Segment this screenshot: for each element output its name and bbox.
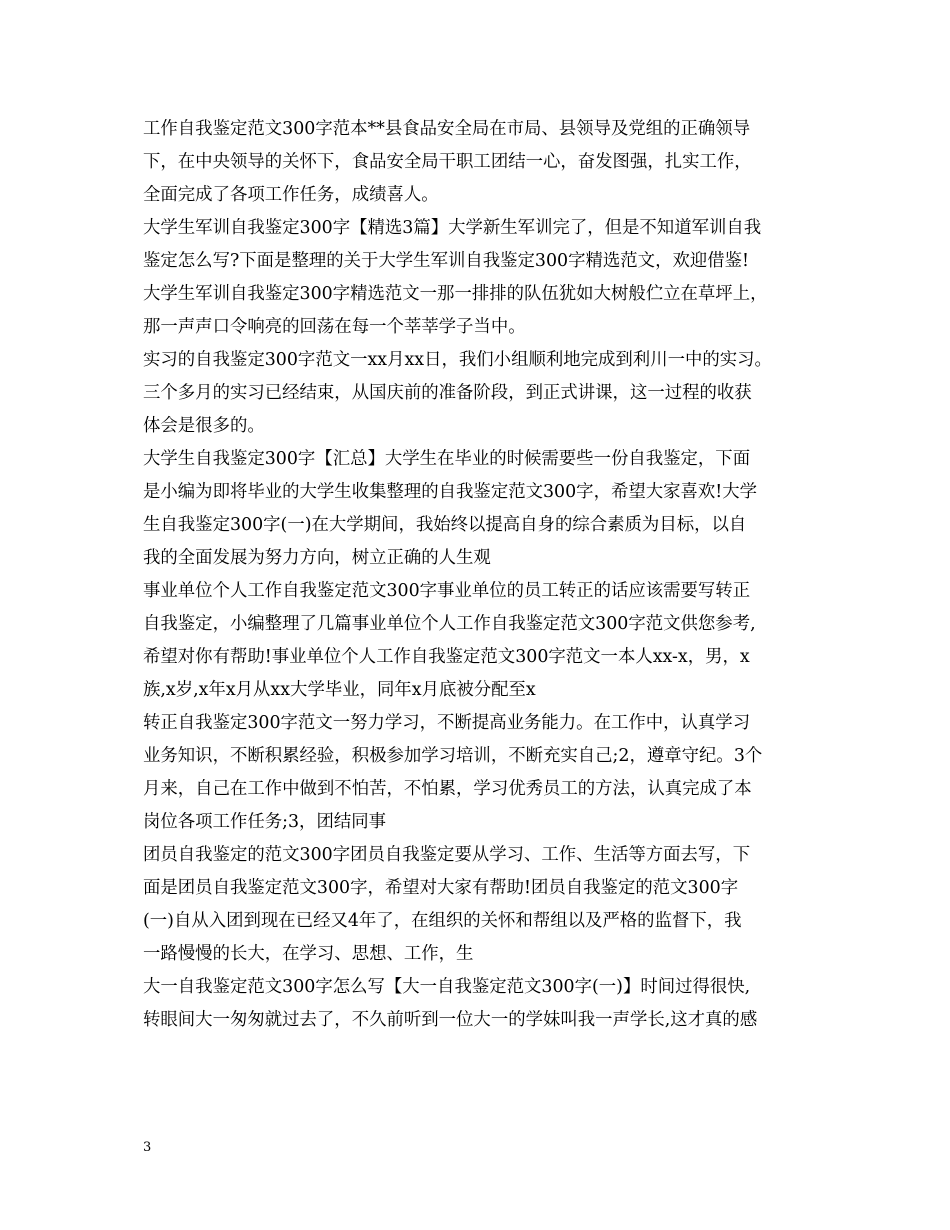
text-line: 事业单位个人工作自我鉴定范文300字事业单位的员工转正的话应该需要写转正	[143, 581, 751, 601]
document-body	[143, 113, 833, 1037]
text-line: 大一自我鉴定范文300字怎么写【大一自我鉴定范文300字(一)】时间过得很快,	[143, 977, 751, 997]
text-line: 我的全面发展为努力方向，树立正确的人生观	[143, 548, 491, 568]
text-line: 自我鉴定，小编整理了几篇事业单位个人工作自我鉴定范文300字范文供您参考,	[143, 614, 756, 634]
text-line: 希望对你有帮助!事业单位个人工作自我鉴定范文300字范文一本人xx-x，男，x	[143, 647, 750, 667]
page-number: 3	[143, 1140, 152, 1155]
text-line: 一路慢慢的长大，在学习、思想、工作，生	[143, 944, 474, 964]
text-line: (一)自从入团到现在已经又4年了，在组织的关怀和帮组以及严格的监督下，我	[143, 911, 742, 931]
text-line: 鉴定怎么写?下面是整理的关于大学生军训自我鉴定300字精选范文，欢迎借鉴!	[143, 251, 750, 271]
text-line: 面是团员自我鉴定范文300字，希望对大家有帮助!团员自我鉴定的范文300字	[143, 878, 739, 898]
text-line: 转眼间大一匆匆就过去了，不久前听到一位大一的学妹叫我一声学长,这才真的感	[143, 1010, 758, 1030]
text-line: 工作自我鉴定范文300字范本**县食品安全局在市局、县领导及党组的正确领导	[143, 119, 751, 139]
text-line: 团员自我鉴定的范文300字团员自我鉴定要从学习、工作、生活等方面去写，下	[143, 845, 751, 865]
text-line: 那一声声口令响亮的回荡在每一个莘莘学子当中。	[143, 317, 526, 337]
text-line: 大学生军训自我鉴定300字精选范文一那一排排的队伍犹如大树般伫立在草坪上，	[143, 284, 768, 304]
text-line: 岗位各项工作任务;3，团结同事	[143, 812, 387, 832]
text-line: 体会是很多的。	[143, 416, 265, 436]
text-line: 业务知识，不断积累经验，积极参加学习培训，不断充实自己;2，遵章守纪。3个	[143, 746, 763, 766]
text-line: 大学生自我鉴定300字【汇总】大学生在毕业的时候需要些一份自我鉴定，下面	[143, 449, 751, 469]
text-line: 实习的自我鉴定300字范文一xx月xx日，我们小组顺利地完成到利川一中的实习。	[143, 350, 772, 370]
text-line: 全面完成了各项工作任务，成绩喜人。	[143, 185, 439, 205]
text-line: 生自我鉴定300字(一)在大学期间，我始终以提高自身的综合素质为目标，以自	[143, 515, 747, 535]
text-line: 下，在中央领导的关怀下，食品安全局干职工团结一心，奋发图强，扎实工作，	[143, 152, 752, 172]
text-line: 是小编为即将毕业的大学生收集整理的自我鉴定范文300字，希望大家喜欢!大学	[143, 482, 758, 502]
text-line: 大学生军训自我鉴定300字【精选3篇】大学新生军训完了，但是不知道军训自我	[143, 218, 762, 238]
text-line: 转正自我鉴定300字范文一努力学习，不断提高业务能力。在工作中，认真学习	[143, 713, 751, 733]
text-line: 月来，自己在工作中做到不怕苦，不怕累，学习优秀员工的方法，认真完成了本	[143, 779, 752, 799]
text-line: 三个多月的实习已经结束，从国庆前的准备阶段，到正式讲课，这一过程的收获	[143, 383, 752, 403]
text-line: 族,x岁,x年x月从xx大学毕业，同年x月底被分配至x	[143, 680, 536, 700]
